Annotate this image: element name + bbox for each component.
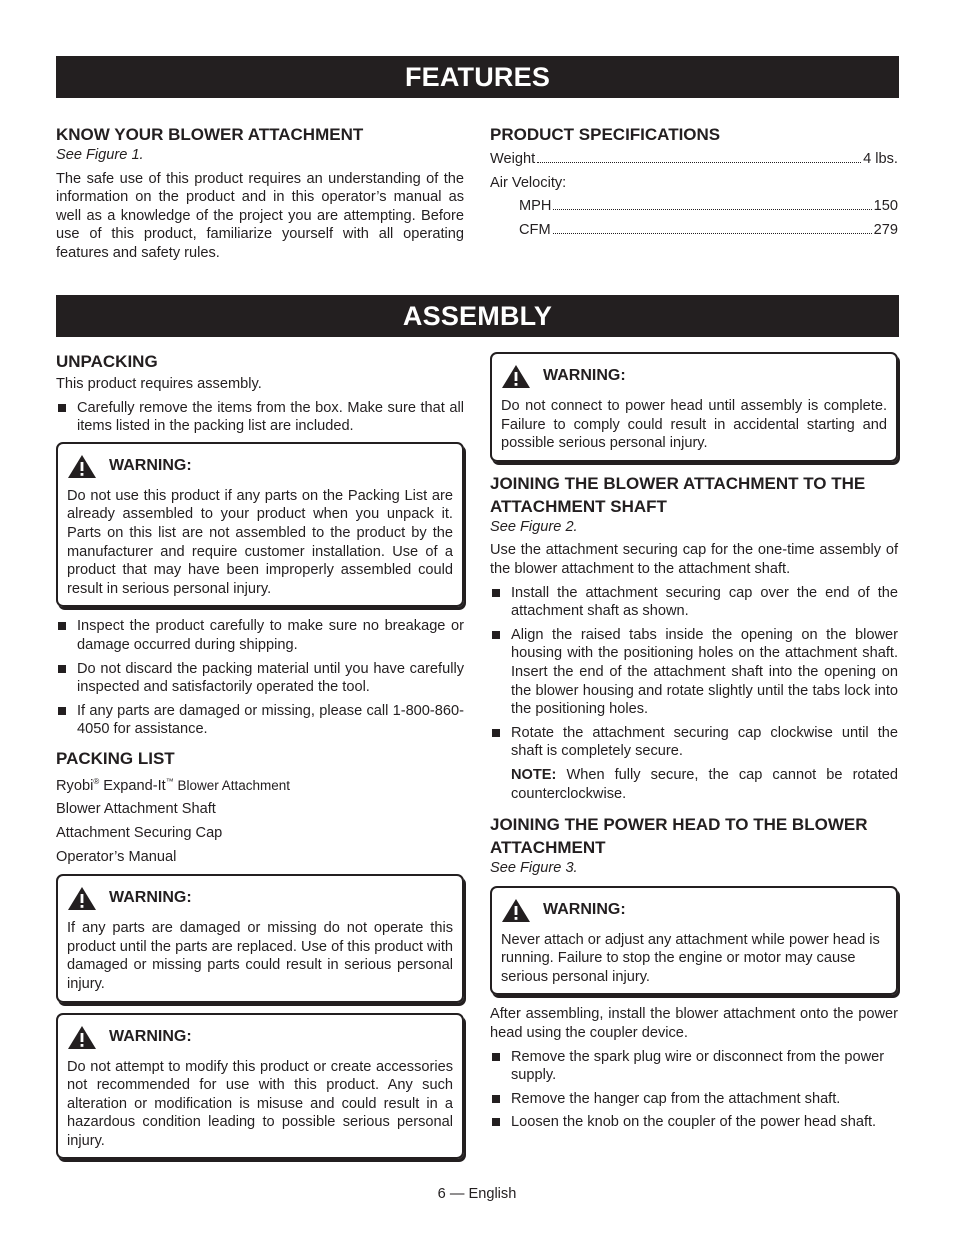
list-item-text: Align the raised tabs inside the opening on the blower housing with the positioning holes on the attachment shaft. Insert the end of the attachment shaft into the opening on the blower housing and rotate slightly until the tabs lock into the positioning holes. bbox=[511, 626, 898, 718]
warning-text: If any parts are damaged or missing do not operate this product until the parts are replaced. Use of this product with damaged or missing parts could result in serious personal injury. bbox=[67, 920, 453, 992]
warning-header bbox=[67, 454, 453, 479]
packing-item: Attachment Securing Cap bbox=[56, 824, 223, 841]
list-item-text: Carefully remove the items from the box. Make sure that all items listed in the packing list are included. bbox=[77, 399, 464, 435]
spec-cfm-label: CFM bbox=[519, 221, 551, 238]
packing-item: Ryobi® Expand-It™ Blower Attachment bbox=[56, 776, 291, 794]
list-item bbox=[490, 1090, 898, 1109]
assembly-left-column bbox=[56, 350, 464, 1169]
know-section bbox=[56, 123, 464, 268]
square-bullet-icon bbox=[58, 707, 66, 715]
spec-air-velocity bbox=[490, 174, 898, 193]
warning-box-connect bbox=[490, 352, 898, 462]
list-item-text: Install the attachment securing cap over the end of the attachment shaft as shown. bbox=[511, 584, 898, 620]
joining-shaft-intro: Use the attachment securing cap for the one-time assembly of the blower attachment to the attachment shaft. bbox=[490, 542, 898, 577]
leader-dots bbox=[553, 209, 871, 210]
warning-text: Do not connect to power head until assembly is complete. Failure to comply could result in accidental starting and possible serious personal injury. bbox=[501, 398, 887, 452]
joining-shaft-list bbox=[490, 584, 898, 761]
warning-label: WARNING: bbox=[109, 1027, 192, 1045]
square-bullet-icon bbox=[492, 1095, 500, 1103]
square-bullet-icon bbox=[492, 1118, 500, 1126]
packing-list-heading: PACKING LIST bbox=[56, 748, 175, 768]
list-item-text: Inspect the product carefully to make sure no breakage or damage occurred during shipping. bbox=[77, 618, 464, 653]
warning-triangle-icon bbox=[67, 454, 97, 479]
list-item-text: Do not discard the packing material until you have carefully inspected and satisfactorily operated the tool. bbox=[77, 660, 464, 696]
warning-header bbox=[501, 898, 887, 923]
joining-power-intro: After assembling, install the blower attachment onto the power head using the coupler device. bbox=[490, 1006, 898, 1042]
list-item bbox=[490, 626, 898, 719]
warning-label: WARNING: bbox=[109, 456, 192, 474]
spec-mph-label: MPH bbox=[519, 198, 552, 215]
assembly-banner: ASSEMBLY bbox=[56, 295, 899, 337]
packing-item: Operator’s Manual bbox=[56, 848, 177, 865]
warning-triangle-icon bbox=[501, 364, 531, 389]
spec-weight-label: Weight bbox=[490, 151, 536, 167]
square-bullet-icon bbox=[58, 665, 66, 673]
know-figure-ref: See Figure 1. bbox=[56, 147, 144, 163]
unpacking-list-2 bbox=[56, 617, 464, 739]
list-item bbox=[490, 1048, 898, 1085]
leader-dots bbox=[537, 162, 861, 163]
packing-list bbox=[56, 773, 464, 866]
square-bullet-icon bbox=[492, 1053, 500, 1061]
specs-section bbox=[490, 123, 898, 244]
warning-text: Do not attempt to modify this product or create accessories not recommended for use with this product. Any such alteration or modification is misuse and could result in a hazardous condition leading to possible serious personal injury. bbox=[67, 1058, 453, 1149]
packing-item: Blower Attachment Shaft bbox=[56, 801, 216, 818]
list-item bbox=[56, 660, 464, 697]
spec-air-velocity-label: Air Velocity: bbox=[490, 174, 567, 191]
warning-header bbox=[67, 886, 453, 911]
spec-weight bbox=[490, 150, 898, 169]
leader-dots bbox=[553, 233, 872, 234]
list-item bbox=[56, 617, 464, 654]
square-bullet-icon bbox=[492, 631, 500, 639]
joining-power-heading: JOINING THE POWER HEAD TO THE BLOWER ATTACHMENT bbox=[490, 815, 868, 858]
note-text: When fully secure, the cap cannot be rotated counterclockwise. bbox=[511, 766, 898, 802]
warning-triangle-icon bbox=[67, 1025, 97, 1050]
unpacking-intro: This product requires assembly. bbox=[56, 376, 262, 392]
unpacking-heading: UNPACKING bbox=[56, 352, 158, 371]
warning-label: WARNING: bbox=[543, 367, 626, 385]
spec-mph-value: 150 bbox=[873, 198, 898, 215]
specs-heading: PRODUCT SPECIFICATIONS bbox=[490, 125, 721, 144]
warning-box-power-head bbox=[490, 886, 898, 996]
warning-box-modify bbox=[56, 1013, 464, 1160]
list-item-text: Rotate the attachment securing cap clockwise until the shaft is completely secure. bbox=[511, 724, 898, 760]
assembly-right-column bbox=[490, 352, 898, 1137]
list-item-text: Remove the hanger cap from the attachment shaft. bbox=[511, 1090, 841, 1107]
note-label: NOTE: bbox=[511, 766, 557, 783]
features-banner: FEATURES bbox=[56, 56, 899, 98]
know-heading: KNOW YOUR BLOWER ATTACHMENT bbox=[56, 125, 364, 144]
list-item bbox=[490, 724, 898, 761]
warning-box-damaged-parts bbox=[56, 874, 464, 1002]
square-bullet-icon bbox=[58, 622, 66, 630]
spec-mph bbox=[490, 197, 898, 216]
square-bullet-icon bbox=[58, 404, 66, 412]
list-item-text: Remove the spark plug wire or disconnect from the power supply. bbox=[511, 1048, 885, 1084]
spec-cfm bbox=[490, 221, 898, 240]
spec-cfm-value: 279 bbox=[873, 221, 898, 238]
warning-box-packing-list bbox=[56, 442, 464, 608]
list-item-text: Loosen the knob on the coupler of the power head shaft. bbox=[511, 1114, 877, 1131]
list-item bbox=[490, 1113, 898, 1132]
warning-label: WARNING: bbox=[109, 889, 192, 907]
square-bullet-icon bbox=[492, 729, 500, 737]
warning-label: WARNING: bbox=[543, 900, 626, 918]
joining-power-figure-ref: See Figure 3. bbox=[490, 860, 578, 877]
joining-power-list bbox=[490, 1048, 898, 1132]
warning-text: Do not use this product if any parts on the Packing List are already assembled to your product when you unpack it. Parts on this list are not assembled to the product by the manufacturer and require customer installation. Use of a product that may have been improperly assembled could result in serious personal injury. bbox=[67, 487, 453, 597]
list-item bbox=[56, 702, 464, 739]
spec-weight-value: 4 lbs. bbox=[863, 151, 898, 167]
joining-shaft-heading: JOINING THE BLOWER ATTACHMENT TO THE ATTACHMENT SHAFT bbox=[490, 473, 866, 516]
warning-header bbox=[501, 364, 887, 389]
note bbox=[490, 766, 898, 803]
list-item bbox=[490, 584, 898, 621]
page-footer: 6 — English bbox=[437, 1186, 517, 1202]
unpacking-list-1 bbox=[56, 399, 464, 436]
know-body: The safe use of this product requires an understanding of the information on the product and in this operator’s manual as well as a knowledge of the project you are attempting. Before use of this product, familiarize yourself with all operating features and safety rules. bbox=[56, 170, 464, 261]
joining-shaft-figure-ref: See Figure 2. bbox=[490, 518, 578, 535]
warning-header bbox=[67, 1025, 453, 1050]
list-item-text: If any parts are damaged or missing, please call 1-800-860-4050 for assistance. bbox=[77, 702, 464, 738]
warning-triangle-icon bbox=[501, 898, 531, 923]
warning-text: Never attach or adjust any attachment while power head is running. Failure to stop the engine or motor may cause serious personal injury. bbox=[501, 931, 880, 985]
warning-triangle-icon bbox=[67, 886, 97, 911]
list-item bbox=[56, 399, 464, 436]
square-bullet-icon bbox=[492, 589, 500, 597]
